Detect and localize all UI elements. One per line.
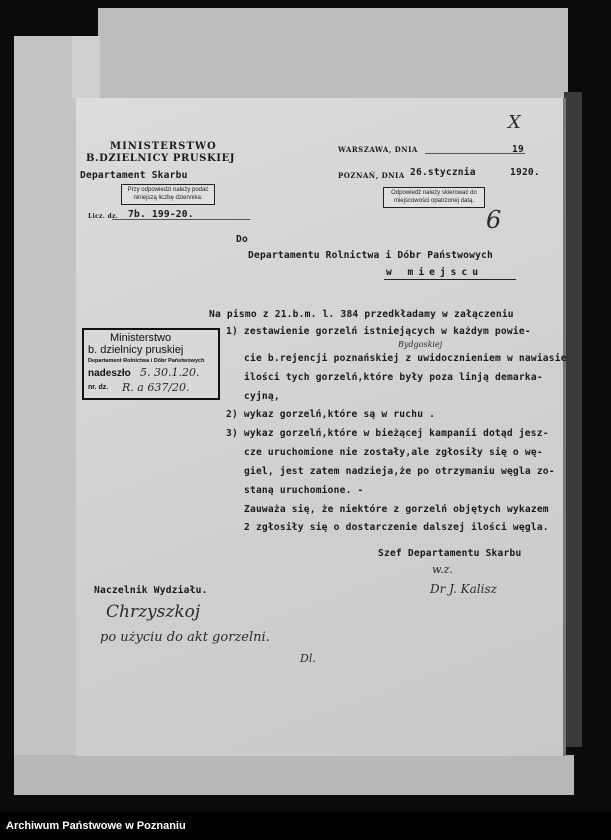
addressee-name: Departamentu Rolnictwa i Dóbr Państwowych [248,250,494,261]
journal-label: Licz. dz. [88,213,119,220]
stamp-number-label: nr. dz. [88,384,109,391]
recipient-note: po użyciu do akt gorzelni. [100,630,270,645]
stamp-line3: Departament Rolnictwa i Dóbr Państwowych [88,358,205,364]
ministry-subtitle: B.DZIELNICY PRUSKIEJ [86,153,236,164]
addressee-to: Do [236,234,248,245]
journal-line [112,219,250,220]
body-line: ilości tych gorzelń,które były poza linją demarka- [244,372,543,383]
stamp-number-value: R. a 637/20. [122,381,190,394]
body-line: 3) wykaz gorzelń,które w bieżącej kampanii dotąd jesz- [226,428,549,439]
underlying-sheet-fold [72,36,100,98]
body-line: 1) zestawienie gorzelń istniejących w każdym powie- [226,326,531,337]
handwritten-mark: X [508,112,521,133]
binding-edge [564,92,582,747]
underlying-sheet-top [98,8,568,108]
warszawa-year: 19 [512,144,524,155]
poznan-label: POZNAŃ, DNIA [338,171,405,180]
received-stamp [82,328,220,400]
body-line: 2) wykaz gorzelń,które są w ruchu . [226,409,436,420]
department-name: Departament Skarbu [80,170,188,181]
handwritten-number: 6 [486,206,502,234]
underlying-sheet-left [14,36,80,764]
warszawa-label: WARSZAWA, DNIA [338,145,418,154]
addressee-underline [384,279,516,280]
body-line: Na pismo z 21.b.m. l. 384 przedkładamy w załączeniu [209,309,514,320]
stamp-received-value: 5. 30.1.20. [140,366,200,379]
signature-hand: Dr J. Kalisz [430,582,497,596]
poznan-date: 26.stycznia [410,167,476,178]
stamp-received-label: nadeszło [88,368,131,379]
reply-note-right: Odpowiedź należy skierować do miejscowości opatrzonej datą. [383,187,485,208]
stamp-line2: b. dzielnicy pruskiej [88,344,184,356]
body-line: staną uruchomione. - [244,485,364,496]
archive-name: Archiwum Państwowe w Poznaniu [6,820,186,832]
body-line: cie b.rejencji poznańskiej z uwidocznieniem w nawiasie [244,353,567,364]
ministry-name: MINISTERSTWO [110,141,217,152]
handwritten-insert: Bydgoskiej [398,340,443,349]
body-line: Zauważa się, że niektóre z gorzelń objętych wykazem [244,504,549,515]
signature-wz: w.z. [432,563,453,576]
body-line: cze uruchomione nie zostały,ale zgłosiły się o wę- [244,447,543,458]
poznan-year: 1920. [510,167,540,178]
recipient-title: Naczelnik Wydziału. [94,585,208,596]
signature-title: Szef Departamentu Skarbu [378,548,522,559]
body-line: cyjną, [244,391,280,402]
addressee-place: w miejscu [386,267,483,278]
recipient-initials: Dl. [300,652,316,665]
stamp-line1: Ministerstwo [110,332,172,344]
warszawa-line [425,153,525,154]
recipient-signature: Chrzyszkoj [106,602,201,622]
archive-footer [0,812,611,840]
body-line: 2 zgłosiły się o dostarczenie dalszej ilości węgla. [244,522,549,533]
body-line: giel, jest zatem nadzieja,że po otrzymaniu węgla zo- [244,466,555,477]
journal-number: 7b. 199-20. [128,209,194,220]
underlying-sheet-bottom [14,755,574,795]
reply-note-left: Przy odpowiedzi należy podać niniejszą liczbę dziennika: [121,184,215,205]
